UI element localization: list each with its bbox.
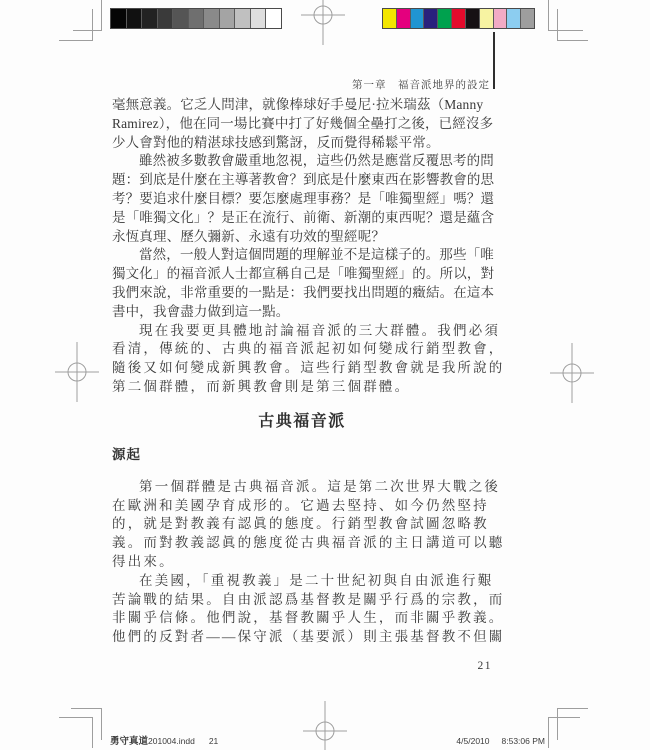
text-line: Ramirez），他在同一場比賽中打了好幾個全壘打之後，已經沒多 <box>112 115 494 131</box>
footer-sheet-number: 21 <box>208 736 219 746</box>
calibration-swatch <box>466 9 479 28</box>
text-line: 看清，傳統的、古典的福音派起初如何變成行銷型教會， <box>112 341 505 357</box>
paragraph <box>112 246 495 321</box>
calibration-swatch <box>266 9 281 28</box>
text-line: 隨後又如何變成新興教會。這些行銷型教會就是我所說的 <box>112 360 505 376</box>
calibration-swatch <box>411 9 424 28</box>
text-line: 雖然被多數教會嚴重地忽視，這些仍然是應當反覆思考的問 <box>139 153 494 169</box>
calibration-swatch <box>494 9 507 28</box>
slug-line <box>110 733 545 747</box>
calibration-swatch <box>173 9 188 28</box>
paragraph <box>112 152 495 246</box>
text-line: 書中，我會盡力做到這一點。 <box>112 303 290 319</box>
calibration-swatch <box>158 9 173 28</box>
registration-mark-icon <box>55 342 99 407</box>
calibration-swatch <box>424 9 437 28</box>
calibration-swatch <box>220 9 235 28</box>
text-line: 題：到底是什麼在主導著教會？到底是什麼東西在影響教會的思 <box>112 172 495 188</box>
calibration-swatch <box>452 9 465 28</box>
crop-mark <box>557 9 588 41</box>
calibration-swatch <box>438 9 451 28</box>
crop-mark <box>59 717 93 748</box>
paragraph <box>112 322 505 397</box>
text-line: 現在我要更具體地討論福音派的三大群體。我們必須 <box>139 322 501 338</box>
text-line: 當然，一般人對這個問題的理解並不是這樣子的。那些「唯 <box>139 247 494 263</box>
subsection-heading: 源起 <box>112 446 141 462</box>
text-line: 少人會對他的精湛球技感到驚訝，反而覺得稀鬆平常。 <box>112 134 440 150</box>
calibration-swatch <box>142 9 157 28</box>
text-line: 毫無意義。它乏人問津，就像棒球好手曼尼·拉米瑞茲（Manny <box>112 97 484 112</box>
spacer <box>112 464 492 478</box>
running-header: 第一章 福音派地界的設定 <box>352 79 490 91</box>
text-line: 在美國，「重視教義」是二十世紀初與自由派進行艱 <box>139 572 494 588</box>
calibration-swatch <box>480 9 493 28</box>
calibration-swatch <box>507 9 520 28</box>
color-calibration-bar <box>382 8 535 29</box>
calibration-swatch <box>235 9 250 28</box>
text-line: 得出來。 <box>112 553 175 569</box>
registration-mark-icon <box>550 343 594 408</box>
paragraph <box>112 478 505 572</box>
grayscale-calibration-bar <box>110 8 282 29</box>
calibration-swatch <box>521 9 534 28</box>
calibration-swatch <box>251 9 266 28</box>
text-line: 的，就是對教義有認眞的態度。行銷型教會試圖忽略教 <box>112 516 489 532</box>
section-heading: 古典福音派 <box>258 412 346 430</box>
body-paragraphs-bottom <box>112 478 505 647</box>
crop-mark <box>59 9 93 41</box>
text-line: 是「唯獨文化」？是正在流行、前衛、新潮的東西呢？還是蘊含 <box>112 209 495 225</box>
calibration-swatch <box>383 9 396 28</box>
header-rule <box>493 32 495 89</box>
paragraph <box>112 572 505 647</box>
calibration-swatch <box>127 9 142 28</box>
paragraph <box>112 96 492 152</box>
page-number: 21 <box>477 659 492 672</box>
text-line: 第一個群體是古典福音派。這是第二次世界大戰之後 <box>139 478 501 494</box>
body-paragraphs-top <box>112 96 505 397</box>
calibration-swatch <box>397 9 410 28</box>
footer-print-time: 8:53:06 PM <box>501 736 545 746</box>
calibration-swatch <box>189 9 204 28</box>
footer-print-date: 4/5/2010 <box>456 736 490 746</box>
registration-mark-icon <box>301 0 345 50</box>
footer-file-suffix: 201004.indd <box>148 736 195 746</box>
text-line: 苦論戰的結果。自由派認爲基督教是關乎行爲的宗教，而 <box>112 591 505 607</box>
footer-timestamp <box>456 736 545 746</box>
text-line: 第二個群體，而新興教會則是第三個群體。 <box>112 378 411 394</box>
calibration-swatch <box>111 9 126 28</box>
page-body <box>112 96 505 672</box>
footer-file-title: 勇守真道 <box>110 736 149 747</box>
text-line: 義。而對教義認眞的態度從古典福音派的主日講道可以聽 <box>112 535 505 551</box>
text-line: 永恆真理、歷久彌新、永遠有功效的聖經呢？ <box>112 228 385 244</box>
footer-file-info <box>110 733 218 747</box>
text-line: 他們的反對者——保守派（基要派）則主張基督教不但關 <box>112 629 505 645</box>
text-line: 在歐洲和美國孕育成形的。它過去堅持、如今仍然堅持 <box>112 497 489 513</box>
text-line: 獨文化」的福音派人士都宣稱自己是「唯獨聖經」的。所以，對 <box>112 266 495 282</box>
calibration-swatch <box>204 9 219 28</box>
crop-mark <box>548 717 580 748</box>
text-line: 非關乎信條。他們說，基督教關乎人生，而非關乎教義。 <box>112 610 505 626</box>
text-line: 考？要追求什麼目標？要怎麼處理事務？是「唯獨聖經」嗎？還 <box>112 190 495 206</box>
text-line: 我們來說，非常重要的一點是：我們要找出問題的癥結。在這本 <box>112 284 495 300</box>
